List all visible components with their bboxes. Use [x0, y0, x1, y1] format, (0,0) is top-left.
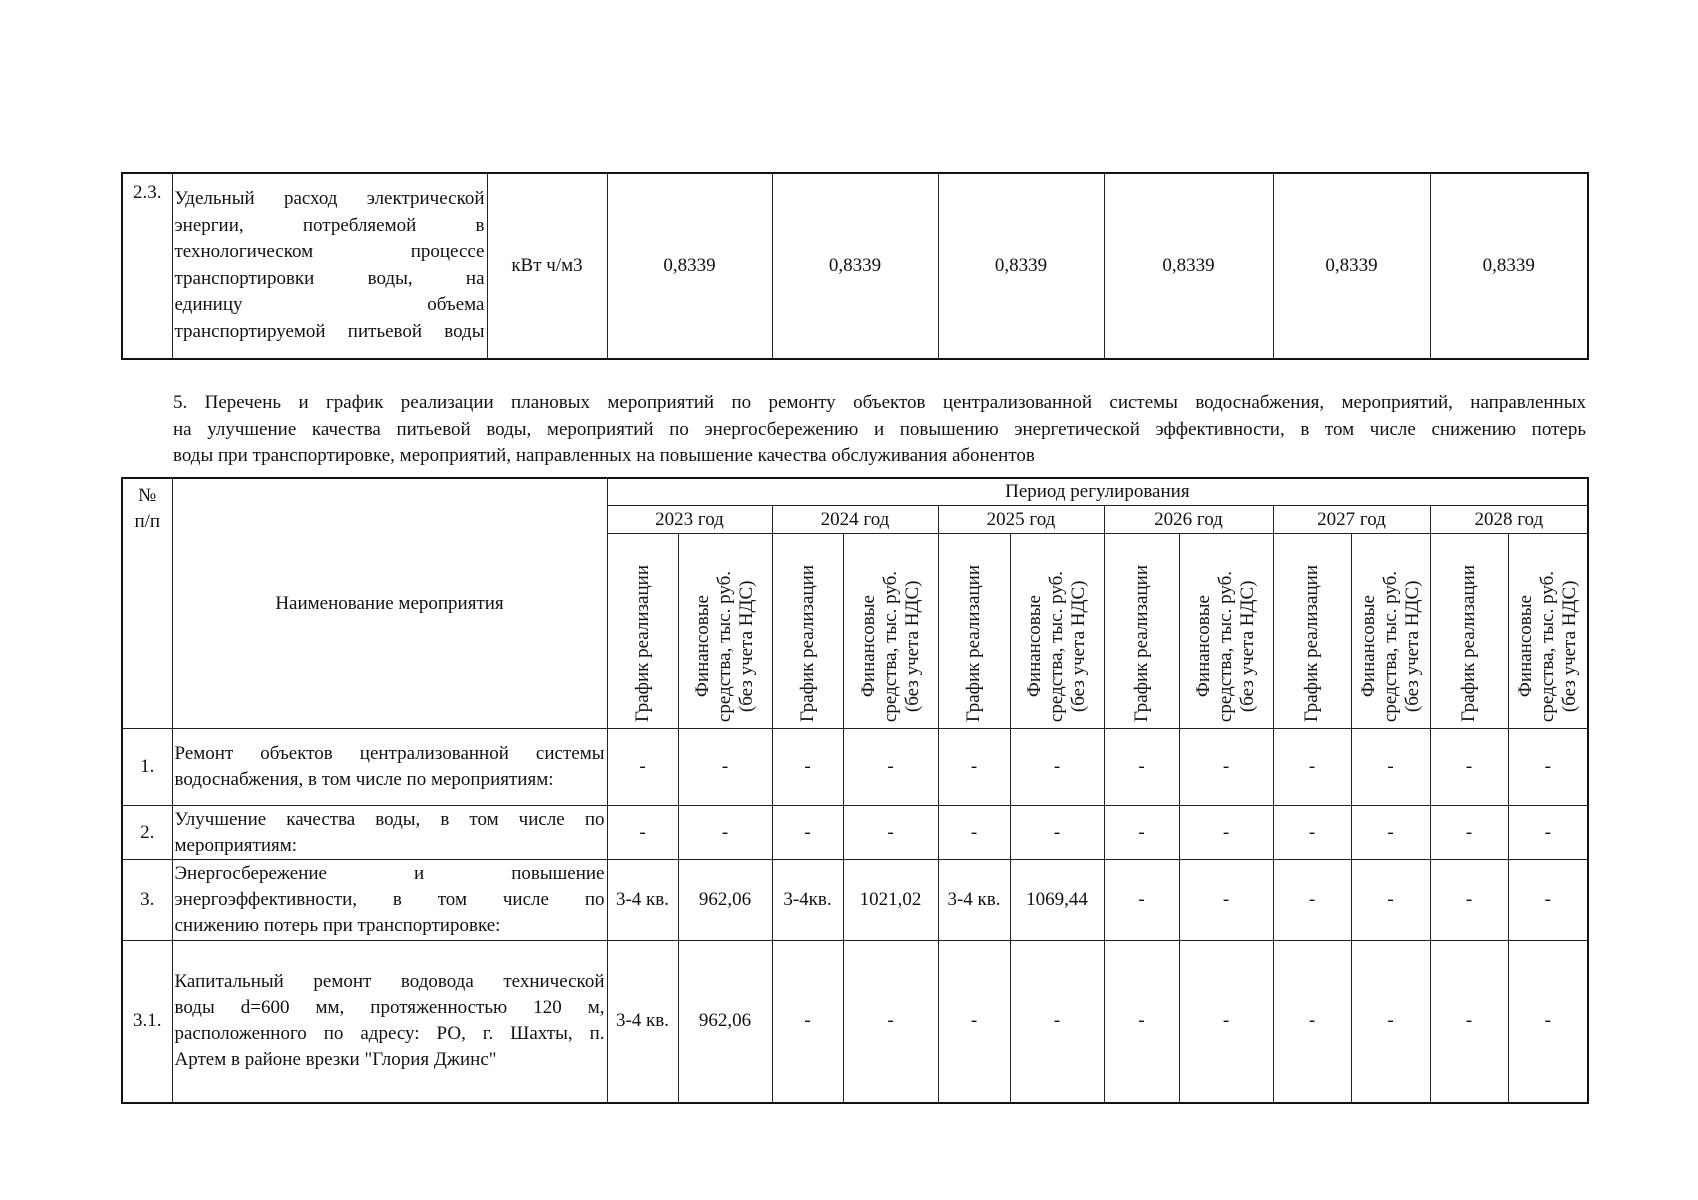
sub-finance-2026: Финансовые средства, тыс. руб. (без учета НДС) — [1179, 534, 1273, 729]
indicator-table — [121, 172, 1589, 360]
sub-finance-2023: Финансовые средства, тыс. руб. (без учета НДС) — [678, 534, 772, 729]
table-row — [122, 806, 1588, 860]
indicator-value-2025: 0,8339 — [938, 173, 1104, 359]
cell: - — [1351, 729, 1430, 806]
row-name: Капитальный ремонт водовода технической воды d=600 мм, протяженностью 120 м, расположенного по адресу: РО, г. Шахты, п. Артем в районе врезки "Глория Джинс" — [172, 941, 607, 1103]
col-name-header: Наименование мероприятия — [172, 478, 607, 729]
cell: - — [607, 729, 678, 806]
cell: - — [1104, 729, 1179, 806]
cell: 1021,02 — [843, 860, 938, 941]
cell: - — [843, 941, 938, 1103]
cell: - — [1104, 941, 1179, 1103]
row-number: 2. — [122, 806, 172, 860]
cell: - — [1273, 806, 1351, 860]
cell: - — [1104, 806, 1179, 860]
row-name: Энергосбережение и повышение энергоэффективности, в том числе по снижению потерь при транспортировке: — [172, 860, 607, 941]
cell: 962,06 — [678, 941, 772, 1103]
cell: - — [1010, 729, 1104, 806]
cell: - — [607, 806, 678, 860]
cell: 3-4кв. — [772, 860, 843, 941]
section-heading: 5. Перечень и график реализации плановых мероприятий по ремонту объектов централизованной системы водоснабжения, мероприятий, направленных на улучшение качества питьевой воды, мероприятий по энергосбережению и повышению энергетической эффективности, в том числе снижению потерь воды при транспортировке, мероприятий, направленных на повышение качества обслуживания абонентов — [173, 392, 1586, 466]
cell: - — [1010, 941, 1104, 1103]
cell: - — [1273, 860, 1351, 941]
indicator-value-2023: 0,8339 — [607, 173, 772, 359]
year-2028-header: 2028 год — [1430, 506, 1588, 534]
cell: - — [1179, 729, 1273, 806]
sub-finance-2025: Финансовые средства, тыс. руб. (без учета НДС) — [1010, 534, 1104, 729]
cell: - — [772, 941, 843, 1103]
year-2024-header: 2024 год — [772, 506, 938, 534]
cell: - — [1351, 860, 1430, 941]
indicator-value-2024: 0,8339 — [772, 173, 938, 359]
sub-schedule-2026: График реализации — [1104, 534, 1179, 729]
cell: 3-4 кв. — [607, 860, 678, 941]
sub-schedule-2023: График реализации — [607, 534, 678, 729]
cell: - — [1430, 860, 1508, 941]
sub-finance-2028: Финансовые средства, тыс. руб. (без учета НДС) — [1508, 534, 1588, 729]
cell: - — [1273, 729, 1351, 806]
cell: - — [1010, 806, 1104, 860]
row-name: Улучшение качества воды, в том числе по мероприятиям: — [172, 806, 607, 860]
row-number: 3.1. — [122, 941, 172, 1103]
indicator-value-2028: 0,8339 — [1430, 173, 1588, 359]
cell: - — [843, 806, 938, 860]
indicator-value-2026: 0,8339 — [1104, 173, 1273, 359]
year-2025-header: 2025 год — [938, 506, 1104, 534]
cell: - — [1430, 729, 1508, 806]
cell: 3-4 кв. — [938, 860, 1010, 941]
period-header: Период регулирования — [607, 478, 1588, 506]
sub-finance-2024: Финансовые средства, тыс. руб. (без учета НДС) — [843, 534, 938, 729]
cell: - — [678, 806, 772, 860]
cell: - — [1430, 941, 1508, 1103]
table-row — [122, 729, 1588, 806]
col-number-header: № п/п — [122, 478, 172, 729]
cell: 962,06 — [678, 860, 772, 941]
year-2027-header: 2027 год — [1273, 506, 1430, 534]
row-name: Ремонт объектов централизованной системы водоснабжения, в том числе по мероприятиям: — [172, 729, 607, 806]
sub-finance-2027: Финансовые средства, тыс. руб. (без учета НДС) — [1351, 534, 1430, 729]
table-row — [122, 860, 1588, 941]
cell: 1069,44 — [1010, 860, 1104, 941]
header-row-period — [122, 478, 1588, 506]
cell: - — [772, 806, 843, 860]
plan-table — [121, 477, 1589, 1104]
cell: - — [1179, 941, 1273, 1103]
sub-schedule-2025: График реализации — [938, 534, 1010, 729]
indicator-row — [122, 173, 1588, 359]
row-number: 3. — [122, 860, 172, 941]
sub-schedule-2028: График реализации — [1430, 534, 1508, 729]
indicator-unit: кВт ч/м3 — [487, 173, 607, 359]
cell: - — [938, 941, 1010, 1103]
year-2026-header: 2026 год — [1104, 506, 1273, 534]
table-row — [122, 941, 1588, 1103]
cell: 3-4 кв. — [607, 941, 678, 1103]
cell: - — [843, 729, 938, 806]
cell: - — [1430, 806, 1508, 860]
cell: - — [1273, 941, 1351, 1103]
cell: - — [678, 729, 772, 806]
sub-schedule-2027: График реализации — [1273, 534, 1351, 729]
year-2023-header: 2023 год — [607, 506, 772, 534]
cell: - — [1351, 806, 1430, 860]
cell: - — [1179, 806, 1273, 860]
indicator-value-2027: 0,8339 — [1273, 173, 1430, 359]
indicator-name: Удельный расход электрической энергии, потребляемой в технологическом процессе транспортировки воды, на единицу объема транспортируемой питьевой воды — [172, 173, 487, 359]
cell: - — [938, 729, 1010, 806]
cell: - — [1508, 729, 1588, 806]
row-number: 1. — [122, 729, 172, 806]
cell: - — [1104, 860, 1179, 941]
cell: - — [938, 806, 1010, 860]
cell: - — [1508, 806, 1588, 860]
cell: - — [1179, 860, 1273, 941]
sub-schedule-2024: График реализации — [772, 534, 843, 729]
indicator-number: 2.3. — [122, 173, 172, 359]
cell: - — [1508, 860, 1588, 941]
cell: - — [1351, 941, 1430, 1103]
cell: - — [772, 729, 843, 806]
cell: - — [1508, 941, 1588, 1103]
